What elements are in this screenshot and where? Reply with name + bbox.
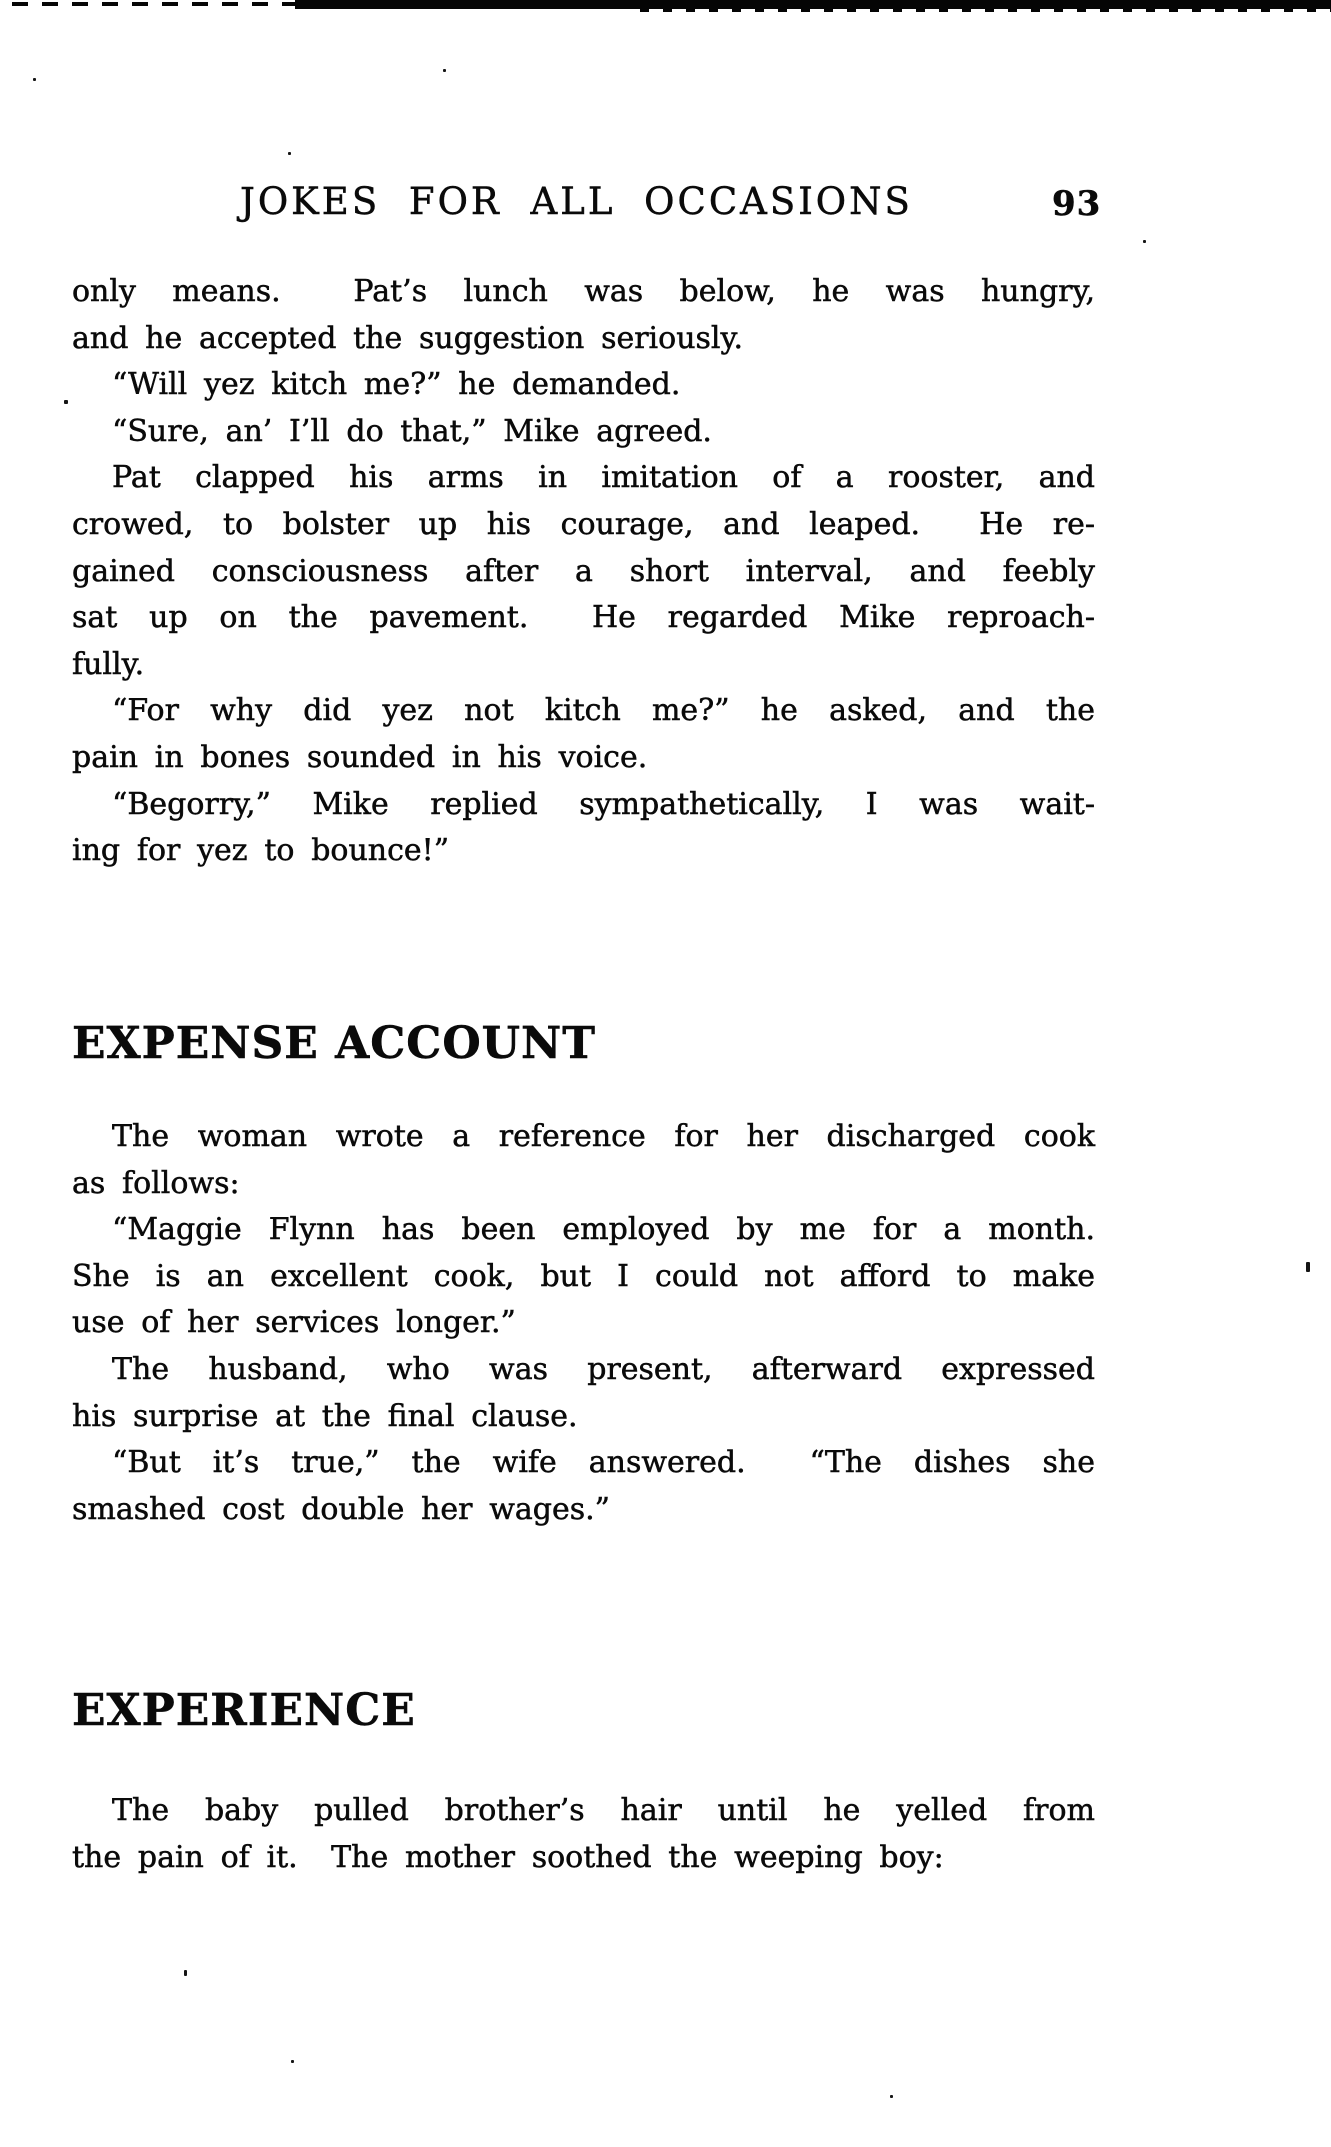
text-line: fully. (72, 646, 145, 682)
scan-speck (443, 69, 446, 72)
paragraph-group-experience (72, 1788, 1095, 1881)
scan-speck (291, 2060, 294, 2063)
text-line: sat up on the pavement. He regarded Mike reproach- (72, 600, 1095, 636)
text-line: and he accepted the suggestion seriously. (72, 320, 744, 356)
text-line: The woman wrote a reference for her discharged cook (112, 1119, 1095, 1154)
section-heading-experience: EXPERIENCE (72, 1685, 416, 1736)
running-header-title: JOKES FOR ALL OCCASIONS (240, 180, 913, 223)
scan-edge-top-dashes (12, 2, 302, 6)
paragraph-group-intro (72, 269, 1095, 875)
text-line: The husband, who was present, afterward expressed (112, 1351, 1095, 1387)
text-line: Pat clapped his arms in imitation of a rooster, and (112, 460, 1095, 496)
text-line: “Begorry,” Mike replied sympathetically, I was wait- (112, 786, 1095, 822)
paragraph-group-expense-account (72, 1114, 1095, 1533)
text-line: his surprise at the final clause. (72, 1398, 578, 1434)
text-line: ing for yez to bounce!” (72, 833, 450, 869)
scan-speck (1143, 240, 1146, 243)
scan-speck (184, 1970, 187, 1976)
text-line: “Will yez kitch me?” he demanded. (112, 367, 681, 403)
text-line: “Maggie Flynn has been employed by me for a month. (112, 1212, 1095, 1248)
scan-speck (33, 78, 36, 81)
scan-speck (1306, 1262, 1310, 1272)
text-line: gained consciousness after a short interval, and feebly (72, 553, 1095, 589)
text-line: crowed, to bolster up his courage, and leaped. He re- (72, 506, 1095, 542)
scan-edge-top-ragged (640, 9, 1331, 12)
text-line: pain in bones sounded in his voice. (72, 739, 648, 775)
text-line: use of her services longer.” (72, 1305, 516, 1341)
text-line: only means. Pat’s lunch was below, he was hungry, (72, 274, 1095, 309)
text-line: smashed cost double her wages.” (72, 1491, 611, 1527)
text-line: the pain of it. The mother soothed the weeping boy: (72, 1839, 944, 1875)
scan-edge-top (295, 0, 1331, 9)
text-line: She is an excellent cook, but I could not afford to make (72, 1258, 1095, 1294)
page-number: 93 (1052, 184, 1102, 224)
text-line: “But it’s true,” the wife answered. “The dishes she (112, 1445, 1095, 1481)
scan-speck (288, 152, 291, 155)
section-heading-expense-account: EXPENSE ACCOUNT (72, 1018, 596, 1069)
scan-speck (64, 400, 68, 404)
text-line: “Sure, an’ I’ll do that,” Mike agreed. (112, 413, 712, 449)
text-line: The baby pulled brother’s hair until he yelled from (112, 1793, 1095, 1828)
text-line: “For why did yez not kitch me?” he asked, and the (112, 693, 1095, 729)
scan-speck (890, 2095, 893, 2098)
text-line: as follows: (72, 1165, 240, 1201)
